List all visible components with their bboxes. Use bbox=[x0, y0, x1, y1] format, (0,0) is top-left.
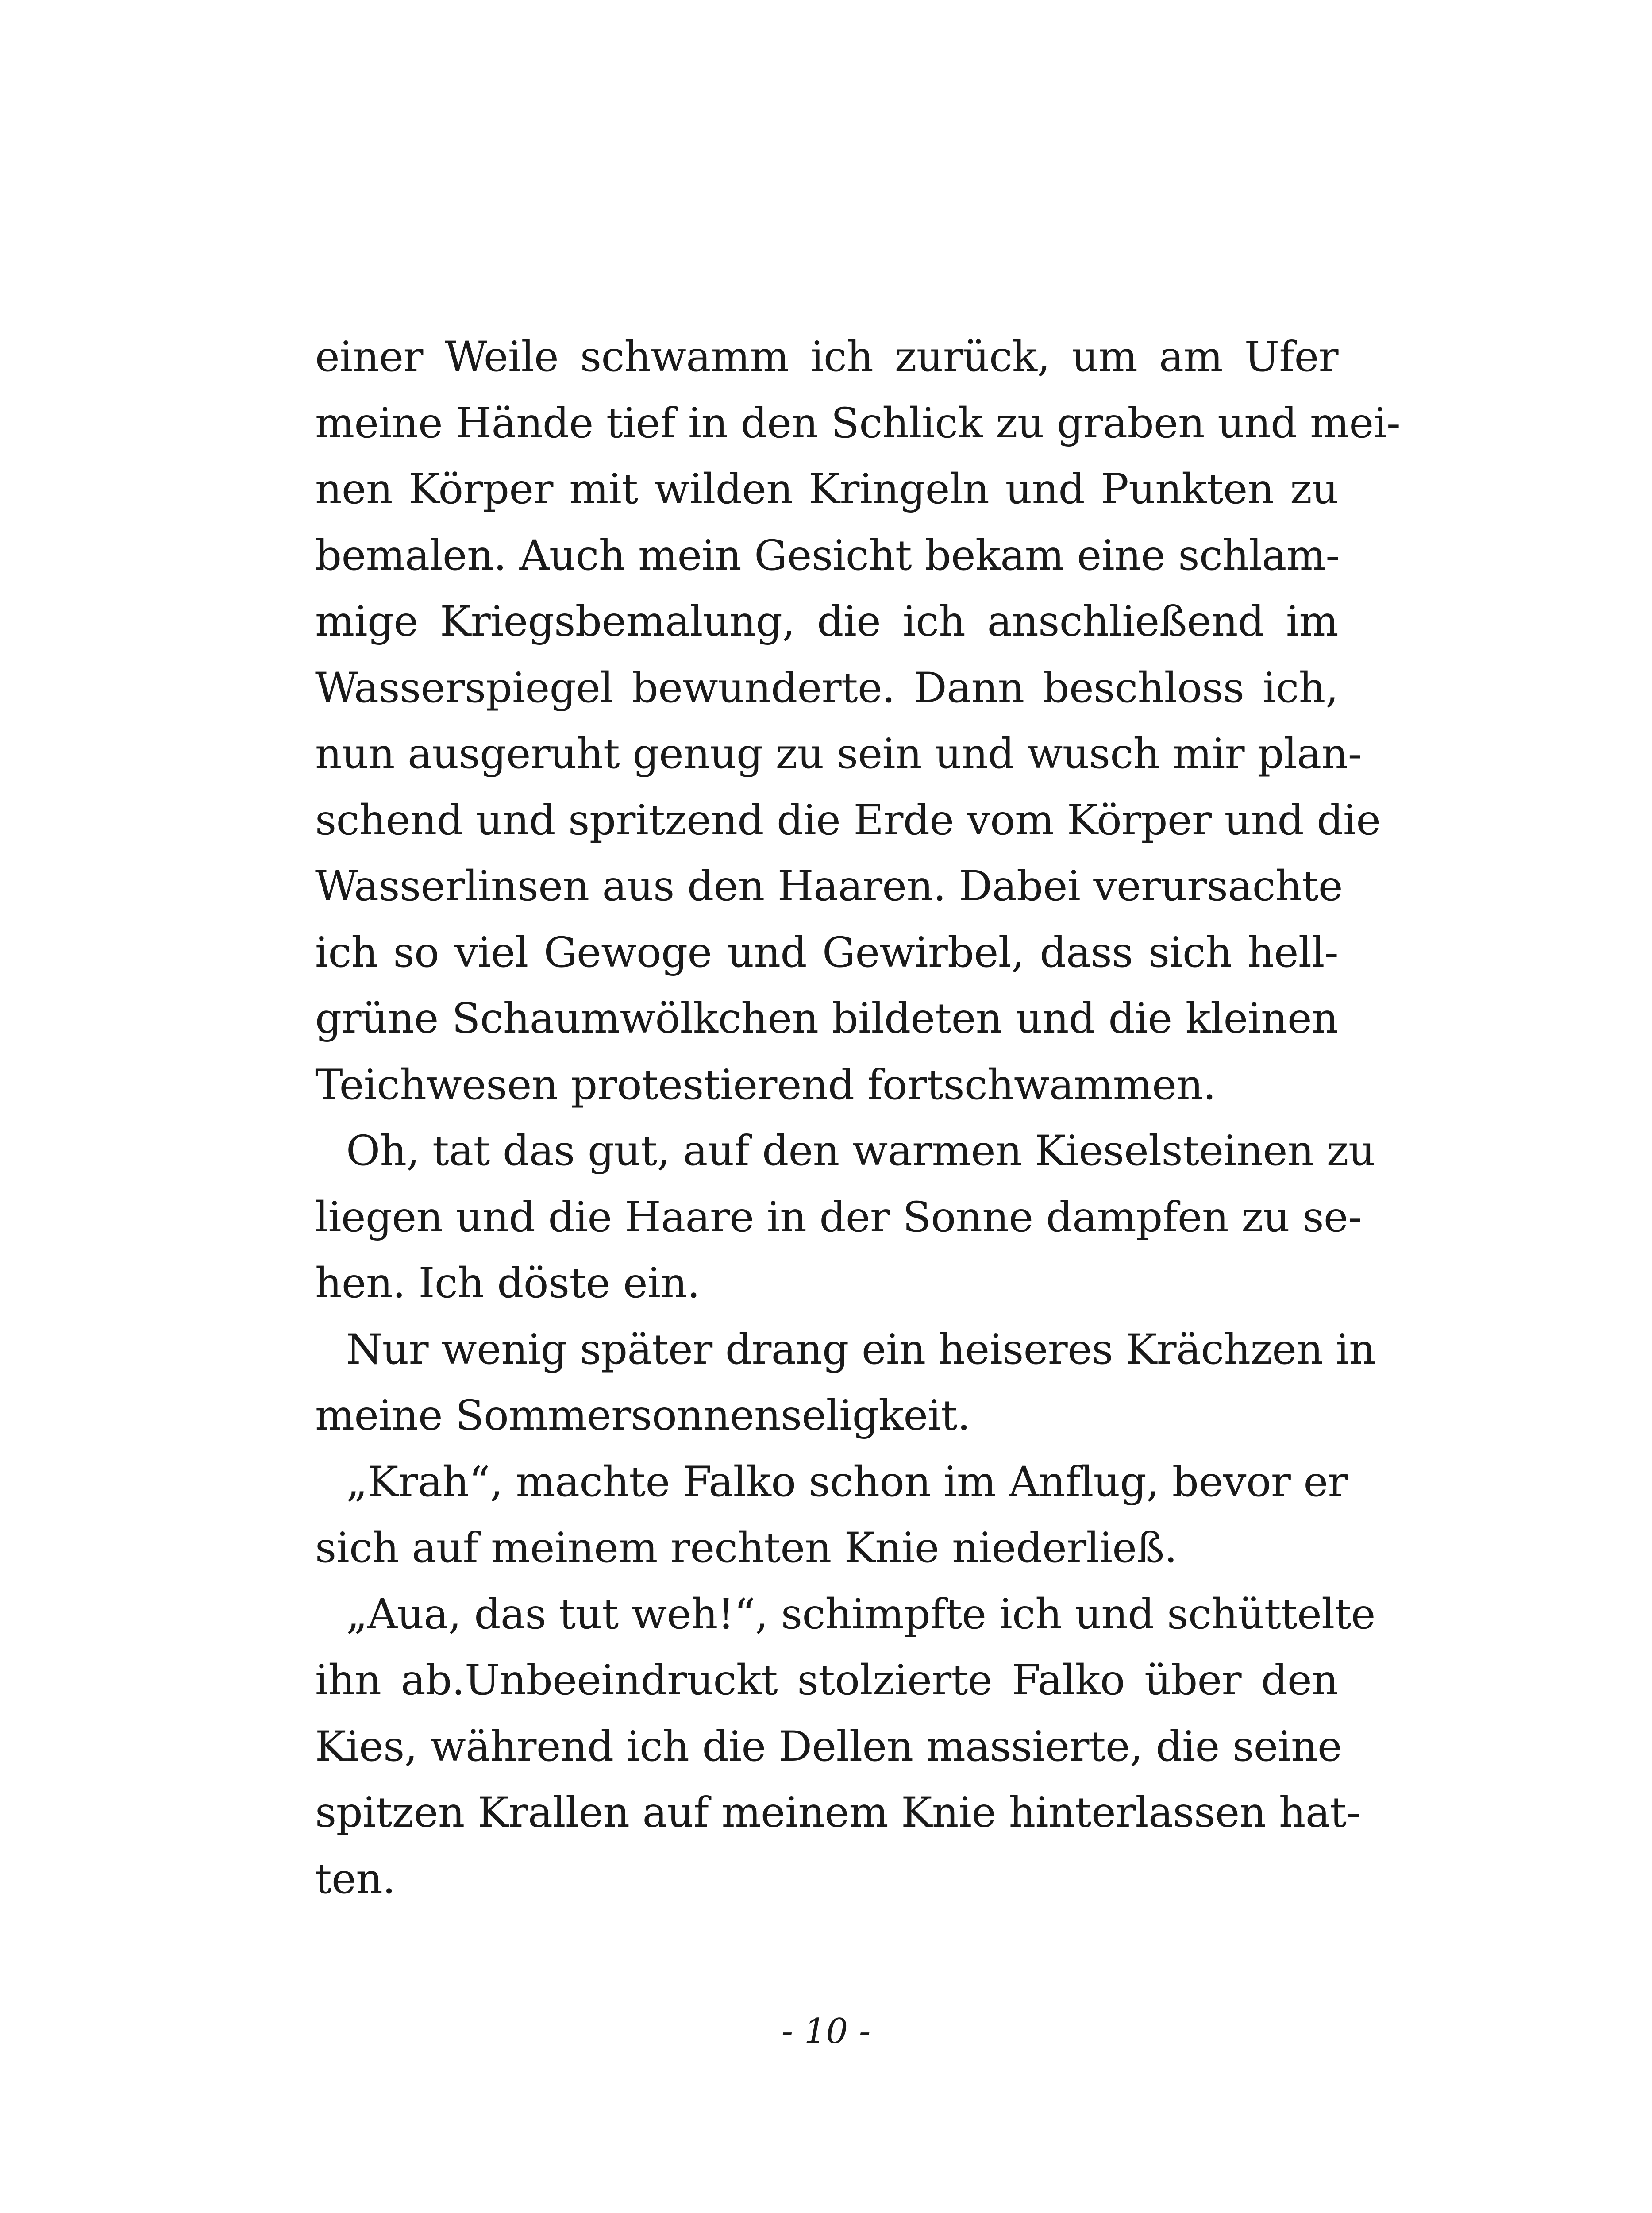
text-line: Oh, tat das gut, auf den warmen Kieselsteinen zu bbox=[346, 1127, 1375, 1175]
text-line: meine Sommersonnenseligkeit. bbox=[315, 1392, 970, 1440]
text-line: bemalen. Auch mein Gesicht bekam eine schlam- bbox=[315, 531, 1340, 580]
text-line: „Aua, das tut weh!“, schimpfte ich und schüttelte bbox=[346, 1590, 1375, 1639]
text-line: schend und spritzend die Erde vom Körper und die bbox=[315, 796, 1381, 844]
text-line: Wasserlinsen aus den Haaren. Dabei verursachte bbox=[315, 862, 1343, 910]
text-line: nun ausgeruht genug zu sein und wusch mir plan- bbox=[315, 730, 1362, 778]
text-line: ich so viel Gewoge und Gewirbel, dass sich hell- bbox=[315, 928, 1338, 977]
text-line: Wasserspiegel bewunderte. Dann beschloss ich, bbox=[315, 663, 1338, 712]
page-number: - 10 - bbox=[781, 2012, 871, 2051]
text-line: meine Hände tief in den Schlick zu graben und mei- bbox=[315, 399, 1401, 447]
text-line: Kies, während ich die Dellen massierte, die seine bbox=[315, 1722, 1342, 1771]
text-line: nen Körper mit wilden Kringeln und Punkten zu bbox=[315, 465, 1338, 513]
body-text bbox=[315, 324, 1401, 1912]
text-line: liegen und die Haare in der Sonne dampfen zu se- bbox=[315, 1193, 1362, 1241]
text-line: einer Weile schwamm ich zurück, um am Ufer bbox=[315, 333, 1338, 381]
text-line: Teichwesen protestierend fortschwammen. bbox=[315, 1060, 1216, 1109]
text-line: hen. Ich döste ein. bbox=[315, 1259, 700, 1307]
text-line: mige Kriegsbemalung, die ich anschließend im bbox=[315, 598, 1338, 646]
text-line: sich auf meinem rechten Knie niederließ. bbox=[315, 1524, 1177, 1572]
text-line: Nur wenig später drang ein heiseres Krächzen in bbox=[346, 1325, 1376, 1374]
text-line: „Krah“, machte Falko schon im Anflug, bevor er bbox=[346, 1457, 1348, 1506]
text-line: spitzen Krallen auf meinem Knie hinterlassen hat- bbox=[315, 1789, 1360, 1837]
text-line: grüne Schaumwölkchen bildeten und die kleinen bbox=[315, 995, 1338, 1043]
text-line: ihn ab.Unbeeindruckt stolzierte Falko über den bbox=[315, 1656, 1338, 1704]
text-line: ten. bbox=[315, 1854, 396, 1903]
